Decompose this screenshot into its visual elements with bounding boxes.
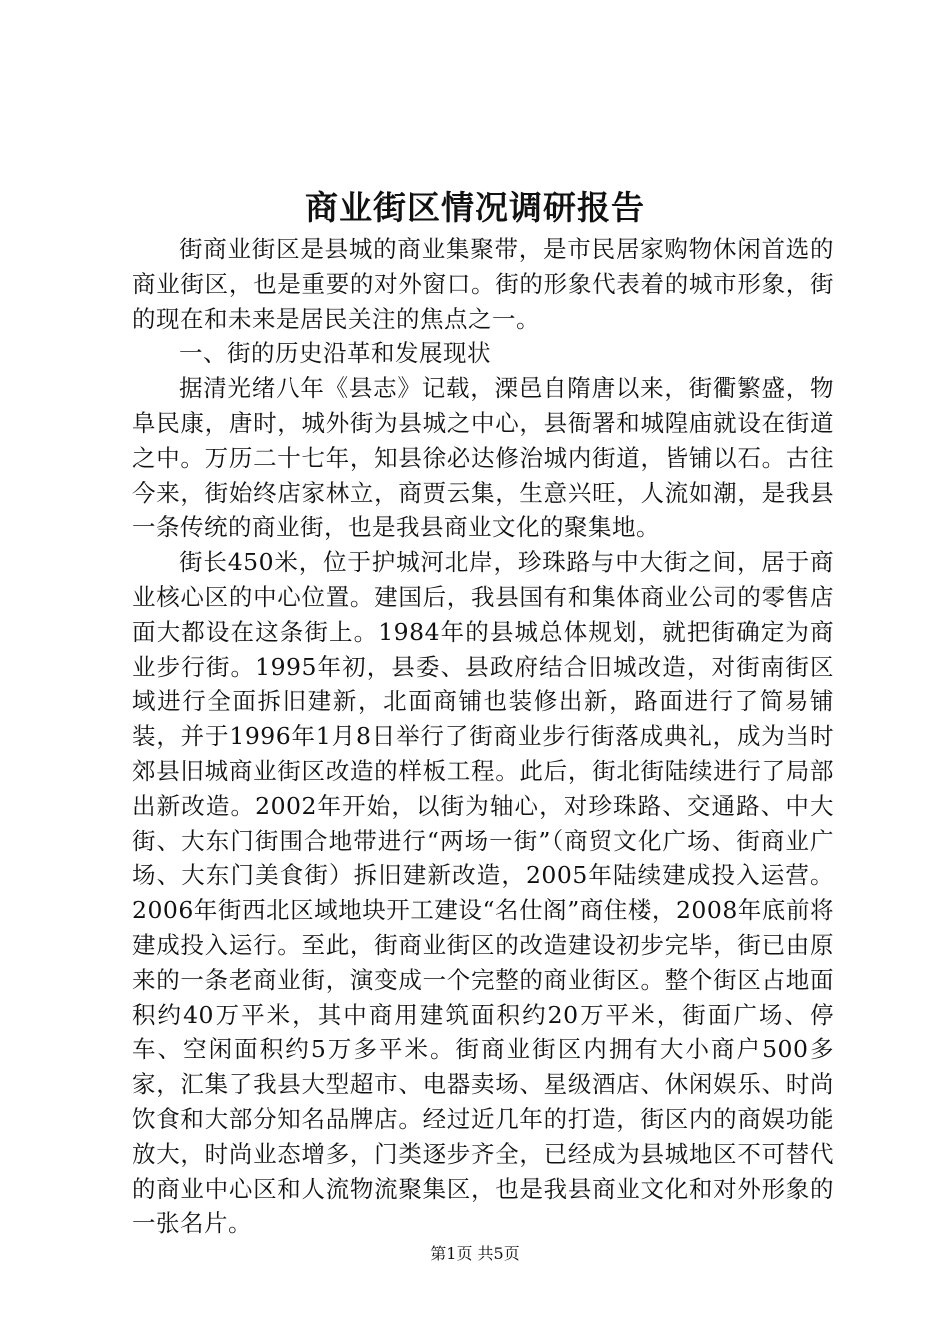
document-title: 商业街区情况调研报告 [305, 188, 645, 227]
intro-paragraph: 街商业街区是县城的商业集聚带，是市民居家购物休闲首选的商业街区，也是重要的对外窗口。街的形象代表着的城市形象，街的现在和未来是居民关注的焦点之一。 [132, 235, 834, 333]
development-paragraph: 街长450米，位于护城河北岸，珍珠路与中大街之间，居于商业核心区的中心位置。建国后，我县国有和集体商业公司的零售店面大都设在这条街上。1984年的县城总体规划，就把街确定为商业步行街。1995年初，县委、县政府结合旧城改造，对街南街区域进行全面拆旧建新，北面商铺也装修出新，路面进行了简易铺装，并于1996年1月8日举行了街商业步行街落成典礼，成为当时郊县旧城商业街区改造的样板工程。此后，街北街陆续进行了局部出新改造。2002年开始，以街为轴心，对珍珠路、交通路、中大街、大东门街围合地带进行“两场一街”（商贸文化广场、街商业广场、大东门美食街）拆旧建新改造，2005年陆续建成投入运营。2006年街西北区域地块开工建设“名仕阁”商住楼，2008年底前将建成投入运行。至此，街商业街区的改造建设初步完毕，街已由原来的一条老商业街，演变成一个完整的商业街区。整个街区占地面积约40万平米，其中商用建筑面积约20万平米，街面广场、停车、空闲面积约5万多平米。街商业街区内拥有大小商户500多家，汇集了我县大型超市、电器卖场、星级酒店、休闲娱乐、时尚饮食和大部分知名品牌店。经过近几年的打造，街区内的商娱功能放大，时尚业态增多，门类逐步齐全，已经成为县城地区不可替代的商业中心区和人流物流聚集区，也是我县商业文化和对外形象的一张名片。 [132, 548, 834, 1238]
document-body [132, 232, 834, 1241]
page-number-footer: 第1页 共5页 [430, 1244, 520, 1263]
history-paragraph: 据清光绪八年《县志》记载，溧邑自隋唐以来，街衢繁盛，物阜民康，唐时，城外街为县城之中心，县衙署和城隍庙就设在街道之中。万历二十七年，知县徐必达修治城内街道，皆铺以石。古往今来，街始终店家林立，商贾云集，生意兴旺，人流如潮，是我县一条传统的商业街，也是我县商业文化的聚集地。 [132, 374, 834, 542]
section-heading: 一、街的历史沿革和发展现状 [179, 339, 491, 368]
